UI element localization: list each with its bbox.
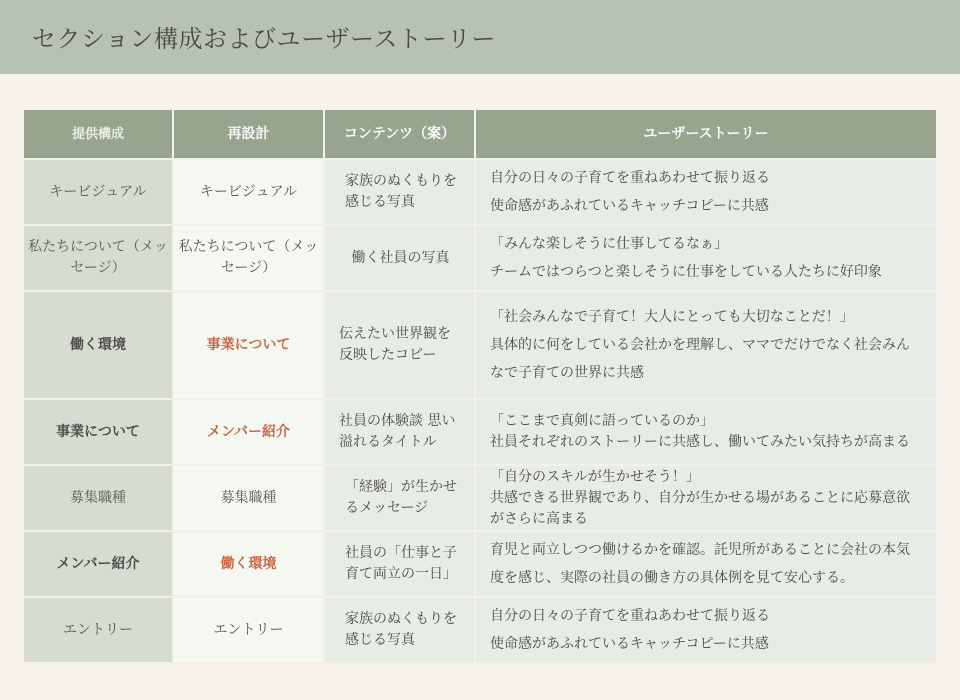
header-current-structure: 提供構成 (24, 110, 174, 160)
content-cell (325, 466, 476, 532)
current-structure-cell: 私たちについて（メッセージ） (24, 226, 174, 292)
redesign-cell: 私たちについて（メッセージ） (174, 226, 325, 292)
header-content: コンテンツ（案） (325, 110, 476, 160)
current-structure-cell: 働く環境 (24, 292, 174, 400)
current-structure-cell: エントリー (24, 598, 174, 664)
user-story-line: 自分の日々の子育てを重ねあわせて振り返る (490, 170, 770, 186)
redesign-cell: メンバー紹介 (174, 400, 325, 466)
user-story-cell (476, 598, 936, 664)
user-story-line: チームではつらつと楽しそうに仕事をしている人たちに好印象 (490, 264, 882, 280)
user-story-cell (476, 532, 936, 598)
content-text: 「経験」が生かせるメッセージ (345, 479, 457, 516)
header-user-story: ユーザーストーリー (476, 110, 936, 160)
current-structure-cell: キービジュアル (24, 160, 174, 226)
table-row (24, 532, 936, 598)
content-cell (325, 598, 476, 664)
content-text: 家族のぬくもりを感じる写真 (345, 611, 457, 648)
redesign-cell: エントリー (174, 598, 325, 664)
user-story (490, 467, 920, 530)
redesign-cell: 働く環境 (174, 532, 325, 598)
redesign-cell: 事業について (174, 292, 325, 400)
user-story-line: 「みんな楽しそうに仕事してるなぁ」 (490, 236, 728, 252)
redesign-cell: キービジュアル (174, 160, 325, 226)
user-story-line: 具体的に何をしている会社かを理解し、ママでだけでなく社会みんなで子育ての世界に共感 (490, 337, 910, 381)
user-story (490, 303, 920, 387)
table-row (24, 598, 936, 664)
user-story (490, 536, 920, 592)
user-story-cell (476, 226, 936, 292)
content-cell: 伝えたい世界観を反映したコピー (325, 292, 476, 400)
current-structure-cell: 事業について (24, 400, 174, 466)
table-row (24, 160, 936, 226)
user-story (490, 411, 910, 453)
content-cell: 働く社員の写真 (325, 226, 476, 292)
user-story-cell (476, 160, 936, 226)
table-row (24, 400, 936, 466)
redesign-cell: 募集職種 (174, 466, 325, 532)
content-cell (325, 160, 476, 226)
user-story-line: 使命感があふれているキャッチコピーに共感 (490, 198, 769, 214)
table-row (24, 292, 936, 400)
user-story-line: 使命感があふれているキャッチコピーに共感 (490, 636, 769, 652)
user-story-line: 育児と両立しつつ働けるかを確認。託児所があることに会社の本気度を感じ、実際の社員の働き方の具体例を見て安心する。 (490, 542, 910, 586)
user-story-line: 社員それぞれのストーリーに共感し、働いてみたい気持ちが高まる (490, 434, 910, 450)
content-cell: 社員の体験談 思い溢れるタイトル (325, 400, 476, 466)
section-table (24, 110, 936, 664)
user-story (490, 164, 770, 220)
content-text: 家族のぬくもりを感じる写真 (345, 173, 457, 210)
header-redesign: 再設計 (174, 110, 325, 160)
current-structure-cell: 募集職種 (24, 466, 174, 532)
user-story (490, 602, 770, 658)
content-text: 社員の「仕事と子育て両立の一日」 (345, 545, 457, 582)
user-story-line: 共感できる世界観であり、自分が生かせる場があることに応募意欲がさらに高まる (490, 489, 910, 527)
user-story-line: 「自分のスキルが生かせそう！」 (490, 468, 700, 485)
user-story (490, 230, 882, 286)
current-structure-cell: メンバー紹介 (24, 532, 174, 598)
user-story-line: 自分の日々の子育てを重ねあわせて振り返る (490, 608, 770, 624)
page-header (0, 0, 960, 74)
user-story-cell (476, 466, 936, 532)
page-title: セクション構成およびユーザーストーリー (32, 25, 496, 53)
user-story-cell (476, 292, 936, 400)
user-story-cell (476, 400, 936, 466)
table-row (24, 466, 936, 532)
table-header-row (24, 110, 936, 160)
table-row (24, 226, 936, 292)
content-cell (325, 532, 476, 598)
user-story-line: 「ここまで真剣に語っているのか」 (490, 413, 714, 429)
user-story-line: 「社会みんなで子育て！大人にとっても大切なことだ！」 (490, 309, 854, 325)
